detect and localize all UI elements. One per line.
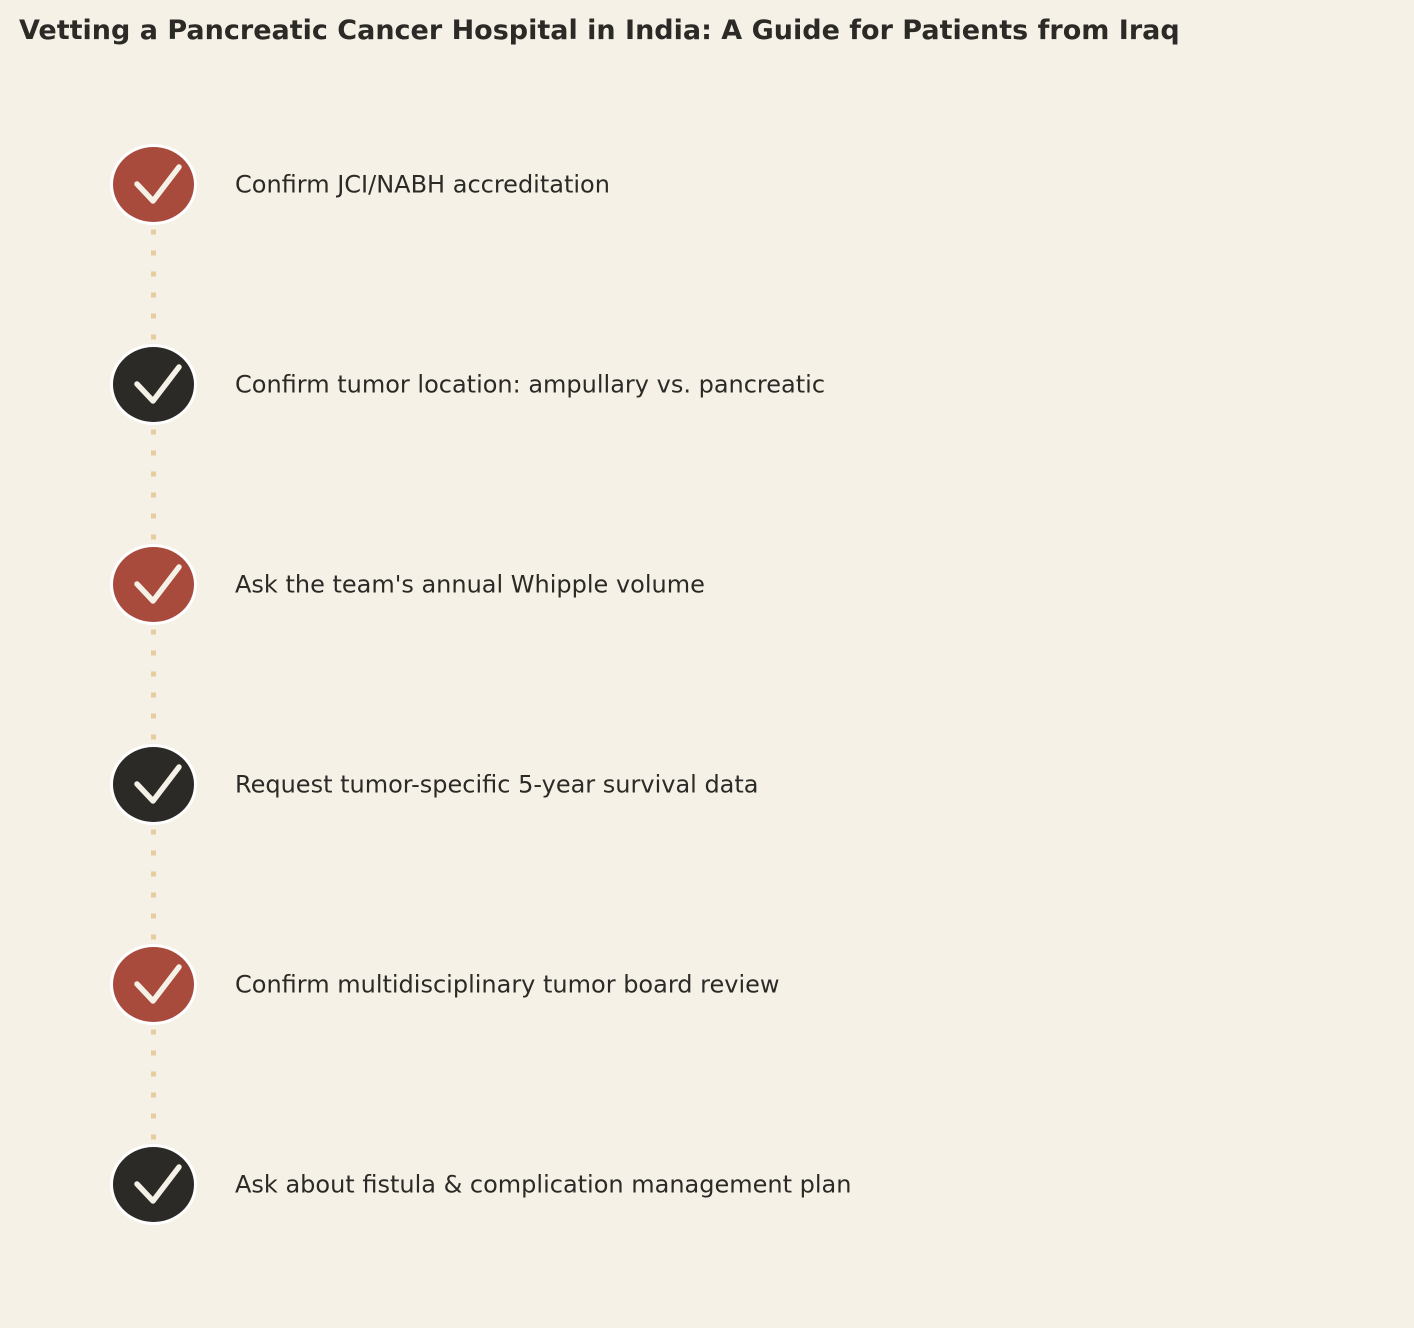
checklist-item xyxy=(0,943,1000,1027)
checkmark-icon xyxy=(110,344,197,425)
checklist-item xyxy=(0,743,1000,827)
checkmark-icon xyxy=(110,144,197,225)
checklist-item-label: Ask the team's annual Whipple volume xyxy=(235,570,705,599)
checklist-item xyxy=(0,343,1000,427)
checklist-item-label: Confirm tumor location: ampullary vs. pancreatic xyxy=(235,370,826,399)
checklist-item-label: Request tumor-specific 5-year survival data xyxy=(235,770,759,799)
checklist-item-label: Confirm JCI/NABH accreditation xyxy=(235,170,610,199)
checklist-item-label: Confirm multidisciplinary tumor board review xyxy=(235,970,780,999)
checklist-item xyxy=(0,1143,1000,1227)
checkmark-icon xyxy=(110,1144,197,1225)
checkmark-icon xyxy=(110,944,197,1025)
checklist-item xyxy=(0,143,1000,227)
page-title: Vetting a Pancreatic Cancer Hospital in India: A Guide for Patients from Iraq xyxy=(19,15,1180,46)
checkmark-icon xyxy=(110,544,197,625)
checklist-item xyxy=(0,543,1000,627)
checklist-item-label: Ask about fistula & complication management plan xyxy=(235,1170,852,1199)
checkmark-icon xyxy=(110,744,197,825)
